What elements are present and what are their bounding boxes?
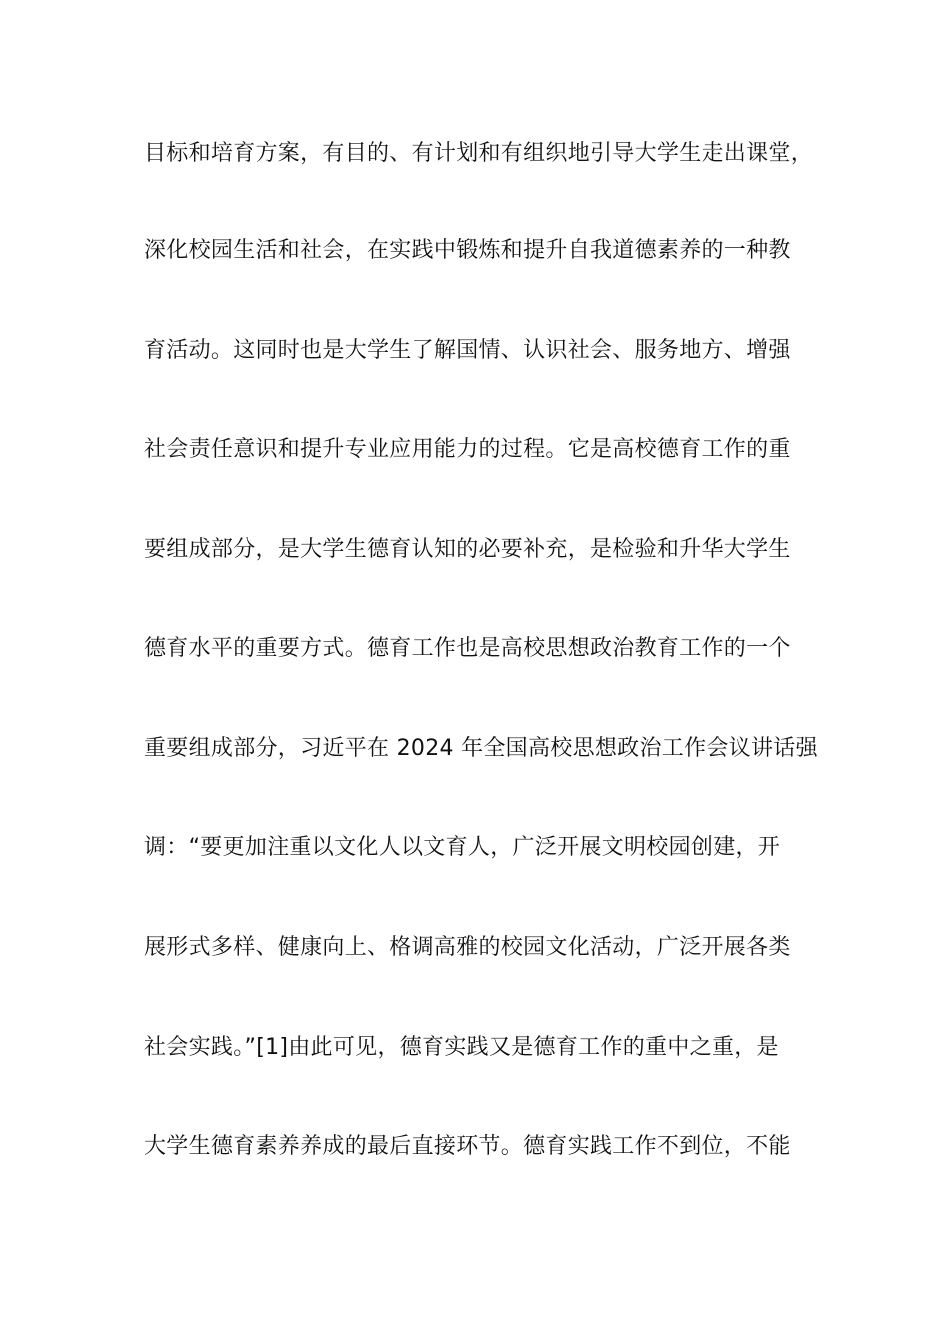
text-line: 重要组成部分，习近平在 2024 年全国高校思想政治工作会议讲话强 [144,736,818,761]
text-line: 深化校园生活和社会，在实践中锻炼和提升自我道德素养的一种教 [144,238,791,263]
text-line: 展形式多样、健康向上、格调高雅的校园文化活动，广泛开展各类 [144,935,791,960]
text-line: 育活动。这同时也是大学生了解国情、认识社会、服务地方、增强 [144,338,791,363]
text-line: 社会实践。”[1]由此可见，德育实践又是德育工作的重中之重，是 [144,1035,779,1060]
text-line: 社会责任意识和提升专业应用能力的过程。它是高校德育工作的重 [144,437,791,462]
text-line: 德育水平的重要方式。德育工作也是高校思想政治教育工作的一个 [144,636,791,661]
text-line: 调：“要更加注重以文化人以文育人，广泛开展文明校园创建，开 [144,835,781,860]
text-line: 目标和培育方案，有目的、有计划和有组织地引导大学生走出课堂， [144,141,814,166]
text-line: 大学生德育素养养成的最后直接环节。德育实践工作不到位，不能 [144,1134,791,1159]
text-line: 要组成部分，是大学生德育认知的必要补充，是检验和升华大学生 [144,537,791,562]
